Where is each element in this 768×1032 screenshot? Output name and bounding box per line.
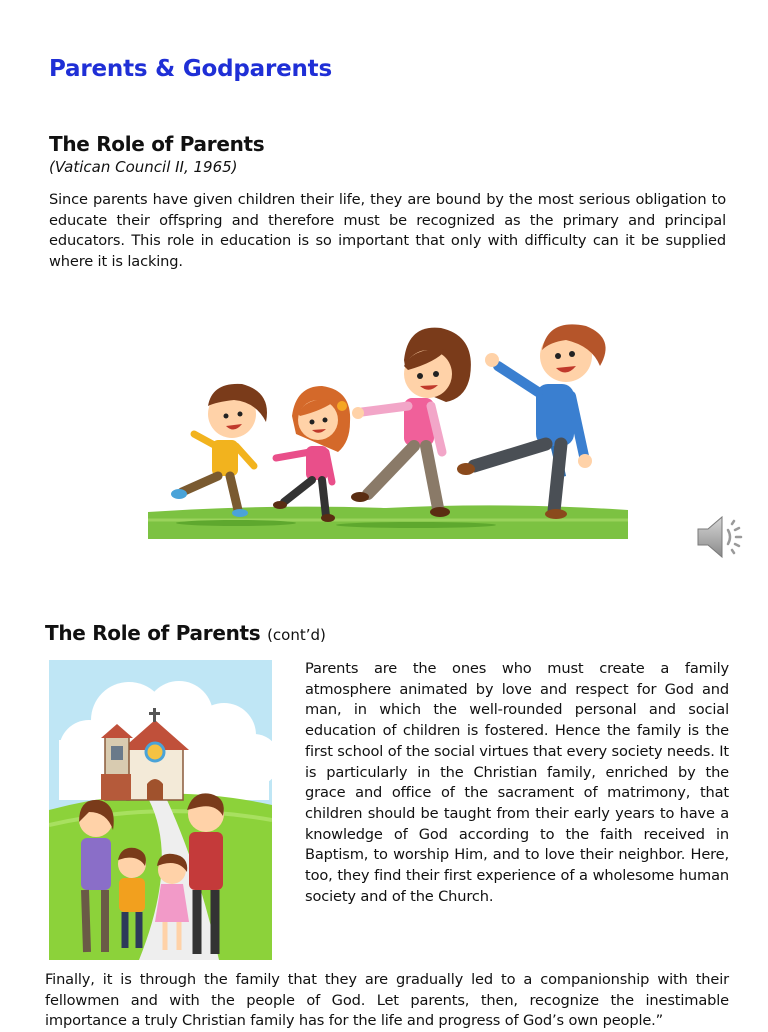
speaker-icon[interactable] (696, 512, 748, 562)
family-walking-illustration (146, 306, 630, 542)
section-heading-suffix: (cont’d) (267, 626, 326, 644)
section-heading-role-of-parents-contd (45, 621, 326, 645)
page-title: Parents & Godparents (49, 56, 332, 82)
section-heading-role-of-parents: The Role of Parents (49, 132, 265, 156)
intro-paragraph: Since parents have given children their life, they are bound by the most serious obligation to educate their offspring and therefore must be recognized as the primary and principal educators. This role in education is so important that only with difficulty can it be supplied where it is lacking. (49, 191, 726, 271)
section-subtitle: (Vatican Council II, 1965) (49, 158, 238, 176)
family-church-illustration (49, 660, 272, 960)
section-heading-text: The Role of Parents (45, 621, 261, 645)
closing-paragraph: Finally, it is through the family that they are gradually led to a companionship with their fellowmen and with the people of God. Let parents, then, recognize the inestimable importance a truly Christian family has for the life and progress of God’s own people.” (45, 971, 729, 1030)
family-atmosphere-paragraph: Parents are the ones who must create a family atmosphere animated by love and respect for God and man, in which the well-rounded personal and social education of children is fostered. Hence the family is the first school of the social virtues that every society needs. It is particularly in the Christian family, enriched by the grace and office of the sacrament of matrimony, that children should be taught from their early years to have a knowledge of God according to the faith received in Baptism, to worship Him, and to love their neighbor. Here, too, they find their first experience of a wholesome human society and of the Church. (305, 660, 729, 905)
